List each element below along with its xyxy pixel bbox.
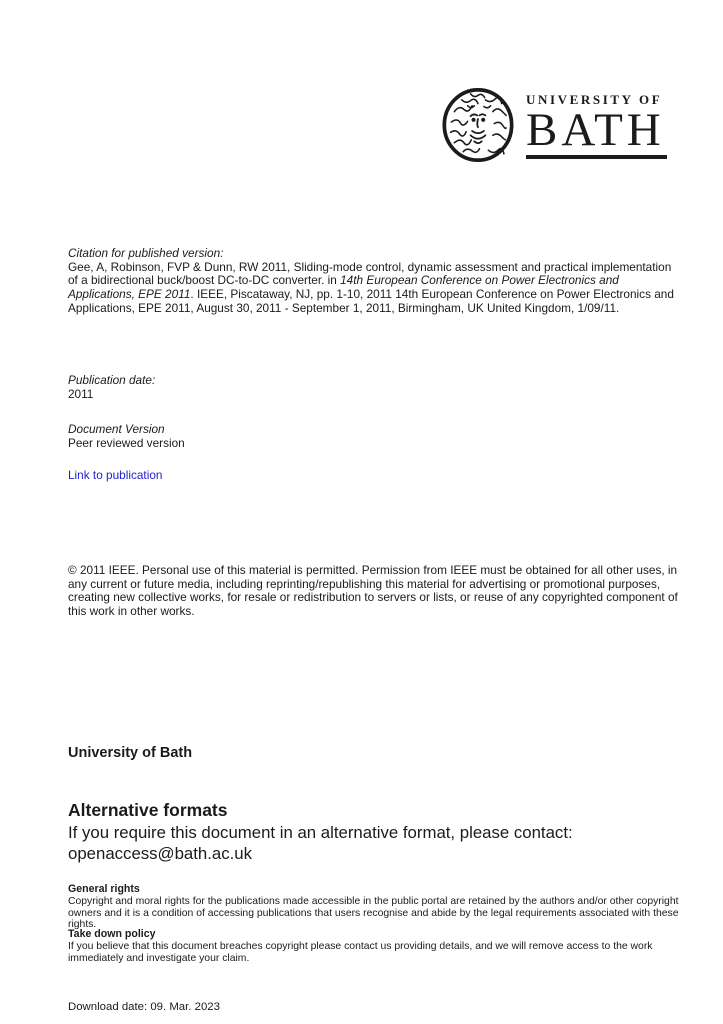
document-version-value: Peer reviewed version <box>68 435 185 450</box>
university-of-bath-heading: University of Bath <box>68 745 193 761</box>
alternative-formats-heading: Alternative formats <box>68 800 228 820</box>
general-rights-heading: General rights <box>68 883 140 895</box>
take-down-policy-body: If you believe that this document breaches copyright please contact us providing details, and we will remove access to the work immediately and investigate your claim. <box>68 940 653 964</box>
take-down-policy-section <box>68 929 686 964</box>
general-rights-body: Copyright and moral rights for the publications made accessible in the public portal are retained by the authors and/or other copyright owners and it is a condition of accessing publications that users recognise and abide by the legal requirements associated with these rights. <box>68 895 679 931</box>
bath-crest-medallion-icon <box>441 86 515 164</box>
citation-label: Citation for published version: <box>68 246 224 260</box>
publication-date-value: 2011 <box>68 386 94 401</box>
take-down-policy-heading: Take down policy <box>68 928 156 940</box>
citation-conference-title: 14th European Conference on Power Electronics and Applications, EPE 2011 <box>68 273 619 302</box>
citation-text <box>68 261 682 316</box>
logo-university-of: UNIVERSITY OF <box>526 92 663 107</box>
alternative-formats-body: If you require this document in an alternative format, please contact: <box>68 822 573 842</box>
download-date: Download date: 09. Mar. 2023 <box>68 1001 220 1013</box>
link-to-publication[interactable]: Link to publication <box>68 468 163 482</box>
university-of-bath-logo <box>441 86 667 164</box>
logo-wordmark <box>526 86 667 159</box>
publication-date-block <box>68 374 468 401</box>
general-rights-section <box>68 884 686 931</box>
copyright-notice: © 2011 IEEE. Personal use of this material is permitted. Permission from IEEE must be obtained for all other uses, in any current or future media, including reprinting/republishing this material for advertising or promotional purposes, creating new collective works, for resale or redistribution to servers or lists, or reuse of any copyrighted component of this work in other works. <box>68 563 678 619</box>
logo-bath: BATH <box>526 108 667 159</box>
citation-text-before: Gee, A, Robinson, FVP & Dunn, RW 2011, Sliding-mode control, dynamic assessment and practical implementation of a bidirectional buck/boost DC-to-DC converter. in <box>68 259 672 288</box>
openaccess-email[interactable]: openaccess@bath.ac.uk <box>68 844 253 863</box>
citation-block <box>68 247 682 316</box>
citation-text-after: . IEEE, Piscataway, NJ, pp. 1-10, 2011 14th European Conference on Power Electronics and Applications, EPE 2011, August 30, 2011 - September 1, 2011, Birmingham, UK United Kingdom, 1/09/11. <box>68 287 674 315</box>
publication-date-label: Publication date: <box>68 373 156 387</box>
document-version-block <box>68 423 468 450</box>
publication-link-block <box>68 469 162 483</box>
alternative-formats-section <box>68 800 648 865</box>
document-version-label: Document Version <box>68 422 165 436</box>
